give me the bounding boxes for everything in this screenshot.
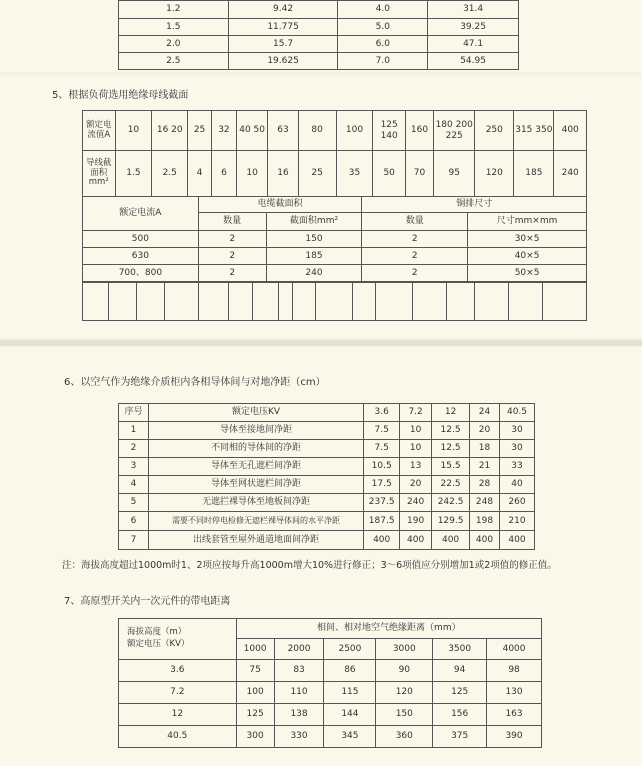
section7-heading: 7、高原型开关内一次元件的带电距离 — [64, 596, 231, 607]
table-cell: 248 — [470, 494, 500, 512]
table-cell: 163 — [487, 704, 542, 726]
cable-area-header: 电缆截面积 — [198, 197, 362, 213]
table-cell: 83 — [274, 660, 324, 682]
table-cell: 315 350 — [514, 111, 554, 151]
table-row — [83, 231, 587, 248]
table-cell: 40.5 — [500, 404, 535, 422]
table-cell: 242.5 — [432, 494, 470, 512]
table-cell: 24 — [470, 404, 500, 422]
table-cell: 400 — [364, 531, 400, 550]
table-cell: 185 — [266, 248, 362, 265]
table-row — [119, 476, 535, 494]
table-cell: 138 — [274, 704, 324, 726]
table-cell: 2 — [198, 231, 266, 248]
table-cell: 4.0 — [338, 1, 428, 19]
table-cell: 1.5 — [119, 19, 229, 36]
table-cell: 2500 — [324, 639, 376, 660]
table-cell: 400 — [500, 531, 535, 550]
table-cell: 2.5 — [152, 151, 188, 197]
table-cell: 12 — [119, 704, 237, 726]
current-section-table — [82, 110, 587, 197]
empty-cell — [252, 283, 278, 321]
altitude-note: 注：海拔高度超过1000m时1、2项应按每升高1000m增大10%进行修正；3～6项值应分别增加1或2项值的修正值。 — [62, 560, 557, 571]
table-cell: 150 — [266, 231, 362, 248]
table-cell: 210 — [500, 512, 535, 531]
table-cell: 47.1 — [428, 36, 519, 53]
table-cell: 120 — [475, 151, 514, 197]
table-cell: 390 — [487, 726, 542, 748]
table-cell: 33 — [500, 458, 535, 476]
table-cell: 100 — [336, 111, 373, 151]
table-cell: 345 — [324, 726, 376, 748]
table-cell: 32 — [211, 111, 236, 151]
table-cell: 260 — [500, 494, 535, 512]
table-cell: 40 50 — [236, 111, 267, 151]
table-cell: 150 — [376, 704, 433, 726]
table-row — [119, 36, 519, 53]
empty-cell — [542, 283, 587, 321]
table-cell: 86 — [324, 660, 376, 682]
table-cell: 180 200 225 — [434, 111, 475, 151]
table-cell: 30 — [500, 440, 535, 458]
table-cell: 2 — [362, 265, 468, 282]
table-cell: 导体至接地间净距 — [148, 422, 363, 440]
table-cell: 630 — [83, 248, 199, 265]
table-cell: 700、800 — [83, 265, 199, 282]
table-cell: 2 — [362, 248, 468, 265]
table-cell: 3500 — [433, 639, 487, 660]
table-cell: 240 — [400, 494, 432, 512]
table-cell: 10.5 — [364, 458, 400, 476]
table-cell: 330 — [274, 726, 324, 748]
empty-cell — [508, 283, 542, 321]
table-cell: 13 — [400, 458, 432, 476]
table-cell: 30 — [500, 422, 535, 440]
table-row — [119, 512, 535, 531]
table-cell: 50×5 — [468, 265, 587, 282]
table-cell: 40×5 — [468, 248, 587, 265]
table-cell: 28 — [470, 476, 500, 494]
table-cell: 500 — [83, 231, 199, 248]
table-cell: 237.5 — [364, 494, 400, 512]
empty-cell — [293, 283, 315, 321]
table-cell: 3.6 — [364, 404, 400, 422]
empty-cell — [228, 283, 252, 321]
empty-cell — [278, 283, 293, 321]
table-cell: 10 — [400, 440, 432, 458]
table-cell: 15.7 — [228, 36, 338, 53]
table-cell: 25 — [298, 151, 336, 197]
table-cell: 30×5 — [468, 231, 587, 248]
table-cell: 80 — [298, 111, 336, 151]
empty-cell — [413, 283, 447, 321]
table-cell: 98 — [487, 660, 542, 682]
table-cell: 240 — [554, 151, 587, 197]
table-cell: 40.5 — [119, 726, 237, 748]
table-cell: 2.5 — [119, 53, 229, 70]
distance-span-header: 相间、相对地空气绝缘距离（mm） — [236, 619, 541, 639]
empty-cell — [375, 283, 413, 321]
table-cell: 12 — [432, 404, 470, 422]
table-cell: 20 — [470, 422, 500, 440]
row-label: 导线截面积mm² — [83, 151, 116, 197]
table-cell: 导体至无孔遮栏间净距 — [148, 458, 363, 476]
table-cell: 100 — [236, 682, 274, 704]
rated-current-header: 额定电流A — [83, 197, 199, 231]
table-row — [119, 1, 519, 19]
table-cell: 6 — [211, 151, 236, 197]
table-cell: 17.5 — [364, 476, 400, 494]
table-cell: 10 — [400, 422, 432, 440]
table-cell: 3.6 — [119, 660, 237, 682]
table-cell: 130 — [487, 682, 542, 704]
table-cell: 90 — [376, 660, 433, 682]
empty-cell — [137, 283, 165, 321]
table-cell: 190 — [400, 512, 432, 531]
table-cell: 16 20 — [152, 111, 188, 151]
empty-cell — [198, 283, 228, 321]
table-cell: 5 — [119, 494, 149, 512]
table-cell: 95 — [434, 151, 475, 197]
table-cell: 18 — [470, 440, 500, 458]
busbar-size-header: 铜排尺寸 — [362, 197, 587, 213]
table-cell: 94 — [433, 660, 487, 682]
table-cell: 12.5 — [432, 422, 470, 440]
table-cell: 3000 — [376, 639, 433, 660]
table-cell: 7.5 — [364, 440, 400, 458]
table-cell: 2 — [198, 248, 266, 265]
table-cell: 10 — [115, 111, 152, 151]
table-cell: 198 — [470, 512, 500, 531]
table-cell: 2 — [119, 440, 149, 458]
empty-cell — [315, 283, 353, 321]
table-cell: 375 — [433, 726, 487, 748]
table-cell: 240 — [266, 265, 362, 282]
table-cell: 无遮拦裸导体至地板间净距 — [148, 494, 363, 512]
table-cell: 12.5 — [432, 440, 470, 458]
table-cell: 25 — [188, 111, 212, 151]
empty-cell — [353, 283, 375, 321]
empty-cell — [109, 283, 137, 321]
table-cell: 需要不同时停电检修无遮栏裸导体间的水平净距 — [148, 512, 363, 531]
table-cell: 7.5 — [364, 422, 400, 440]
table-cell: 63 — [268, 111, 298, 151]
table-cell: 1.5 — [115, 151, 152, 197]
table-cell: 400 — [470, 531, 500, 550]
table4-tail — [118, 0, 519, 70]
table-cell: 11.775 — [228, 19, 338, 36]
table-cell: 400 — [400, 531, 432, 550]
empty-cell — [474, 283, 508, 321]
table-cell: 4 — [119, 476, 149, 494]
table-row — [119, 19, 519, 36]
clearance-table — [118, 403, 535, 550]
table-cell: 144 — [324, 704, 376, 726]
table-cell: 7.2 — [400, 404, 432, 422]
table-cell: 400 — [432, 531, 470, 550]
table-cell: 导体至网状遮栏间净距 — [148, 476, 363, 494]
section6-heading: 6、以空气作为绝缘介质柜内各相导体间与对地净距（cm） — [64, 377, 326, 388]
table-cell: 2.0 — [119, 36, 229, 53]
cable-section-header: 截面积mm² — [266, 213, 362, 231]
table-cell: 1000 — [236, 639, 274, 660]
table-cell: 70 — [405, 151, 433, 197]
table-header-row — [119, 404, 535, 422]
no-header: 序号 — [119, 404, 149, 422]
table-cell: 125 — [236, 704, 274, 726]
table-cell: 22.5 — [432, 476, 470, 494]
table-cell: 4000 — [487, 639, 542, 660]
corner-header — [119, 619, 237, 660]
table-cell: 120 — [376, 682, 433, 704]
altitude-label: 海拔高度（m） — [127, 627, 187, 638]
table-cell: 6.0 — [338, 36, 428, 53]
table-cell: 35 — [336, 151, 373, 197]
table-cell: 250 — [475, 111, 514, 151]
empty-cell — [83, 283, 109, 321]
table-row — [119, 726, 542, 748]
voltage-header: 额定电压KV — [148, 404, 363, 422]
table-row — [119, 531, 535, 550]
table-cell: 160 — [405, 111, 433, 151]
table-cell: 39.25 — [428, 19, 519, 36]
table-row — [119, 494, 535, 512]
table-cell: 300 — [236, 726, 274, 748]
busbar-dim-header: 尺寸mm×mm — [468, 213, 587, 231]
table-cell: 50 — [373, 151, 406, 197]
table-cell: 125 — [433, 682, 487, 704]
table-cell: 4 — [188, 151, 212, 197]
table-row — [119, 704, 542, 726]
table-cell: 7.2 — [119, 682, 237, 704]
busbar-qty-header: 数量 — [362, 213, 468, 231]
table-cell: 20 — [400, 476, 432, 494]
table-cell: 7.0 — [338, 53, 428, 70]
table-cell: 125 140 — [373, 111, 406, 151]
table-row — [83, 265, 587, 282]
rated-voltage-label: 额定电压（KV） — [127, 639, 190, 649]
table-cell: 400 — [554, 111, 587, 151]
table-cell: 54.95 — [428, 53, 519, 70]
table-cell: 1.2 — [119, 1, 229, 19]
table-cell: 110 — [274, 682, 324, 704]
table-cell: 185 — [514, 151, 554, 197]
table-cell: 出线套管至屋外通道地面间净距 — [148, 531, 363, 550]
cable-busbar-table — [82, 196, 587, 282]
table-cell: 3 — [119, 458, 149, 476]
table-cell: 15.5 — [432, 458, 470, 476]
table-cell: 156 — [433, 704, 487, 726]
table-cell: 40 — [500, 476, 535, 494]
table-cell: 31.4 — [428, 1, 519, 19]
table-cell: 9.42 — [228, 1, 338, 19]
section5-heading: 5、根据负荷选用绝缘母线截面 — [52, 90, 189, 101]
table-cell: 不同相的导体间的净距 — [148, 440, 363, 458]
empty-grid-row — [82, 282, 587, 321]
rated-current-row — [83, 111, 587, 151]
table-cell: 19.625 — [228, 53, 338, 70]
table-row — [119, 422, 535, 440]
table-row — [119, 440, 535, 458]
table-cell: 360 — [376, 726, 433, 748]
table-row — [119, 458, 535, 476]
table-cell: 2 — [362, 231, 468, 248]
empty-cell — [165, 283, 199, 321]
table-row — [119, 53, 519, 70]
row-label: 额定电流值A — [83, 111, 116, 151]
plateau-distance-table — [118, 618, 542, 748]
table-cell: 129.5 — [432, 512, 470, 531]
table-cell: 6 — [119, 512, 149, 531]
table-cell: 10 — [236, 151, 267, 197]
table-cell: 5.0 — [338, 19, 428, 36]
table-cell: 115 — [324, 682, 376, 704]
table-cell: 2 — [198, 265, 266, 282]
table-cell: 187.5 — [364, 512, 400, 531]
table-row — [119, 660, 542, 682]
table-cell: 7 — [119, 531, 149, 550]
conductor-area-row — [83, 151, 587, 197]
table-cell: 2000 — [274, 639, 324, 660]
table-row — [83, 248, 587, 265]
table-cell: 16 — [268, 151, 298, 197]
table-cell: 21 — [470, 458, 500, 476]
table-cell: 1 — [119, 422, 149, 440]
cable-qty-header: 数量 — [198, 213, 266, 231]
table-cell: 75 — [236, 660, 274, 682]
table-row — [119, 682, 542, 704]
empty-cell — [446, 283, 474, 321]
